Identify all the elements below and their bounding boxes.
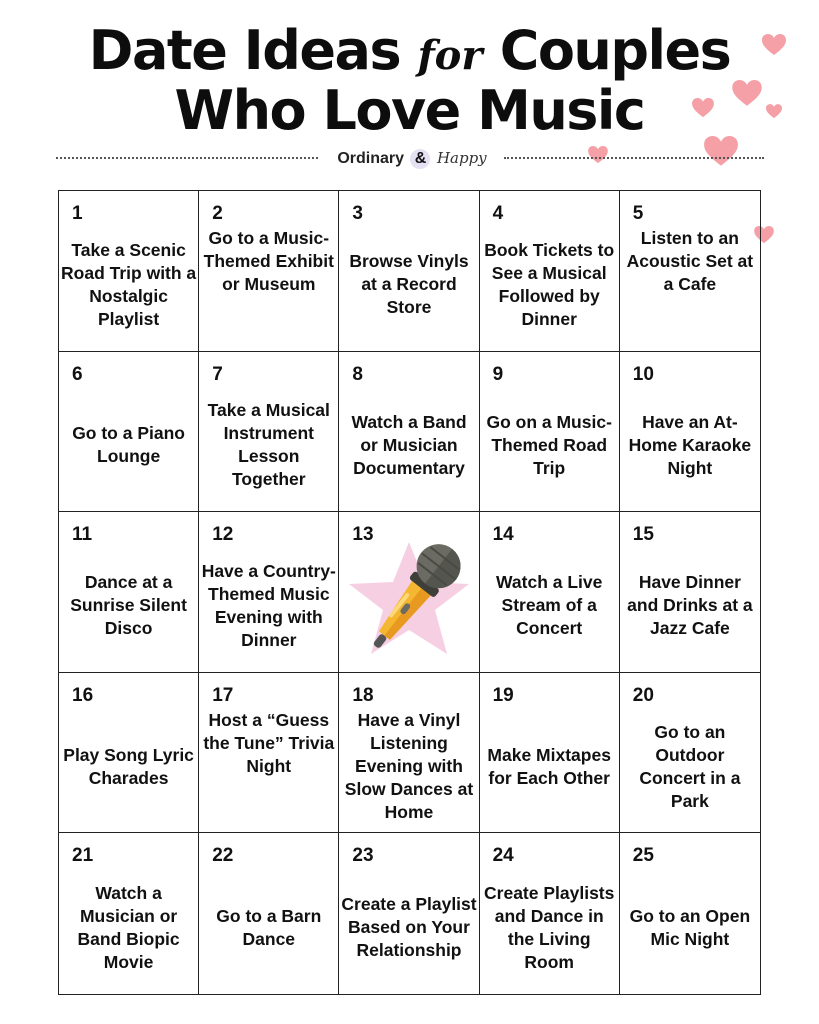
grid-cell-1: [59, 191, 199, 352]
cell-idea: Create a Playlist Based on Your Relationship: [341, 894, 477, 961]
grid-cell-2: [199, 191, 339, 352]
cell-idea: Have a Country-Themed Music Evening with Dinner: [201, 560, 336, 650]
grid-cell-22: [199, 833, 339, 994]
cell-number: 10: [632, 363, 654, 385]
cell-number: 23: [352, 845, 374, 867]
heart-icon: [732, 80, 762, 107]
microphone-star-icon: [343, 526, 475, 666]
cell-idea: Go to an Outdoor Concert in a Park: [639, 721, 741, 811]
cell-idea: Make Mixtapes for Each Other: [487, 744, 611, 788]
grid-cell-10: [620, 352, 760, 513]
brand-happy: Happy: [436, 149, 487, 167]
cell-number: 24: [492, 845, 514, 867]
dotted-divider-right: [504, 157, 764, 159]
grid-cell-9: [480, 352, 620, 513]
grid-cell-4: [480, 191, 620, 352]
grid-cell-15: [620, 512, 760, 673]
cell-number: 19: [492, 684, 514, 706]
grid-cell-24: [480, 833, 620, 994]
cell-idea: Dance at a Sunrise Silent Disco: [70, 572, 187, 639]
grid-cell-3: [339, 191, 479, 352]
cell-idea: Have a Vinyl Listening Evening with Slow Dances at Home: [344, 710, 474, 823]
cell-number: 9: [492, 363, 504, 385]
cell-number: 17: [212, 684, 234, 706]
cell-idea: Have an At-Home Karaoke Night: [628, 411, 752, 478]
grid-cell-23: [339, 833, 479, 994]
grid-cell-17: [199, 673, 339, 834]
grid-cell-16: [59, 673, 199, 834]
cell-number: 2: [212, 203, 223, 224]
cell-idea: Browse Vinyls at a Record Store: [349, 251, 469, 318]
cell-number: 7: [212, 363, 223, 385]
grid-cell-7: [199, 352, 339, 513]
grid-cell-11: [59, 512, 199, 673]
grid-cell-25: [620, 833, 760, 994]
brand-logo: [324, 146, 500, 171]
cell-number: 13: [352, 524, 374, 546]
title-part-2: Couples: [482, 19, 731, 82]
cell-idea: Go to a Piano Lounge: [72, 423, 185, 467]
date-ideas-grid: [58, 190, 761, 995]
cell-number: 25: [632, 845, 654, 867]
cell-idea: Watch a Band or Musician Documentary: [351, 411, 467, 478]
cell-number: 18: [352, 684, 374, 706]
cell-number: 6: [72, 363, 83, 385]
grid-cell-19: [480, 673, 620, 834]
cell-number: 21: [72, 845, 94, 867]
cell-idea: Go to a Barn Dance: [216, 905, 322, 949]
grid-cell-8: [339, 352, 479, 513]
grid-cell-6: [59, 352, 199, 513]
cell-idea: Go on a Music-Themed Road Trip: [486, 411, 612, 478]
cell-number: 14: [492, 524, 514, 546]
cell-number: 3: [352, 203, 363, 224]
cell-idea: Go to a Music-Themed Exhibit or Museum: [203, 228, 334, 294]
title-connector: for: [417, 32, 483, 79]
dotted-divider-left: [56, 157, 318, 159]
cell-number: 22: [212, 845, 234, 867]
grid-cell-18: [339, 673, 479, 834]
cell-idea: Have Dinner and Drinks at a Jazz Cafe: [627, 572, 753, 639]
page-title-line-2: Who Love Music: [174, 79, 645, 142]
cell-number: 16: [72, 684, 94, 706]
cell-idea: Listen to an Acoustic Set at a Cafe: [626, 228, 754, 294]
grid-cell-5: [620, 191, 760, 352]
grid-cell-12: [199, 512, 339, 673]
grid-cell-14: [480, 512, 620, 673]
cell-number: 5: [632, 203, 644, 224]
grid-cell-20: [620, 673, 760, 834]
cell-idea: Host a “Guess the Tune” Trivia Night: [203, 709, 335, 776]
brand-ordinary: Ordinary: [337, 150, 405, 167]
cell-number: 11: [72, 524, 93, 546]
grid-cell-21: [59, 833, 199, 994]
cell-idea: Go to an Open Mic Night: [629, 905, 751, 949]
cell-number: 12: [212, 524, 234, 546]
brand-divider: [56, 146, 764, 170]
cell-idea: Create Playlists and Dance in the Living Room: [484, 882, 615, 972]
cell-idea: Watch a Live Stream of a Concert: [496, 572, 603, 639]
cell-idea: Play Song Lyric Charades: [63, 744, 194, 788]
heart-icon: [692, 98, 714, 118]
heart-icon: [762, 34, 786, 56]
heart-icon: [766, 104, 782, 119]
cell-number: 4: [492, 203, 504, 224]
title-part-1: Date Ideas: [88, 19, 418, 82]
brand-ampersand: &: [410, 149, 430, 169]
cell-idea: Take a Scenic Road Trip with a Nostalgic Playlist: [61, 239, 197, 329]
cell-idea: Take a Musical Instrument Lesson Together: [207, 400, 330, 490]
cell-idea: Watch a Musician or Band Biopic Movie: [77, 882, 180, 972]
cell-number: 1: [72, 203, 83, 224]
grid-cell-13: [339, 512, 479, 673]
cell-number: 8: [352, 363, 363, 385]
cell-number: 20: [632, 684, 654, 706]
cell-idea: Book Tickets to See a Musical Followed by Dinner: [484, 239, 615, 329]
cell-number: 15: [632, 524, 654, 546]
